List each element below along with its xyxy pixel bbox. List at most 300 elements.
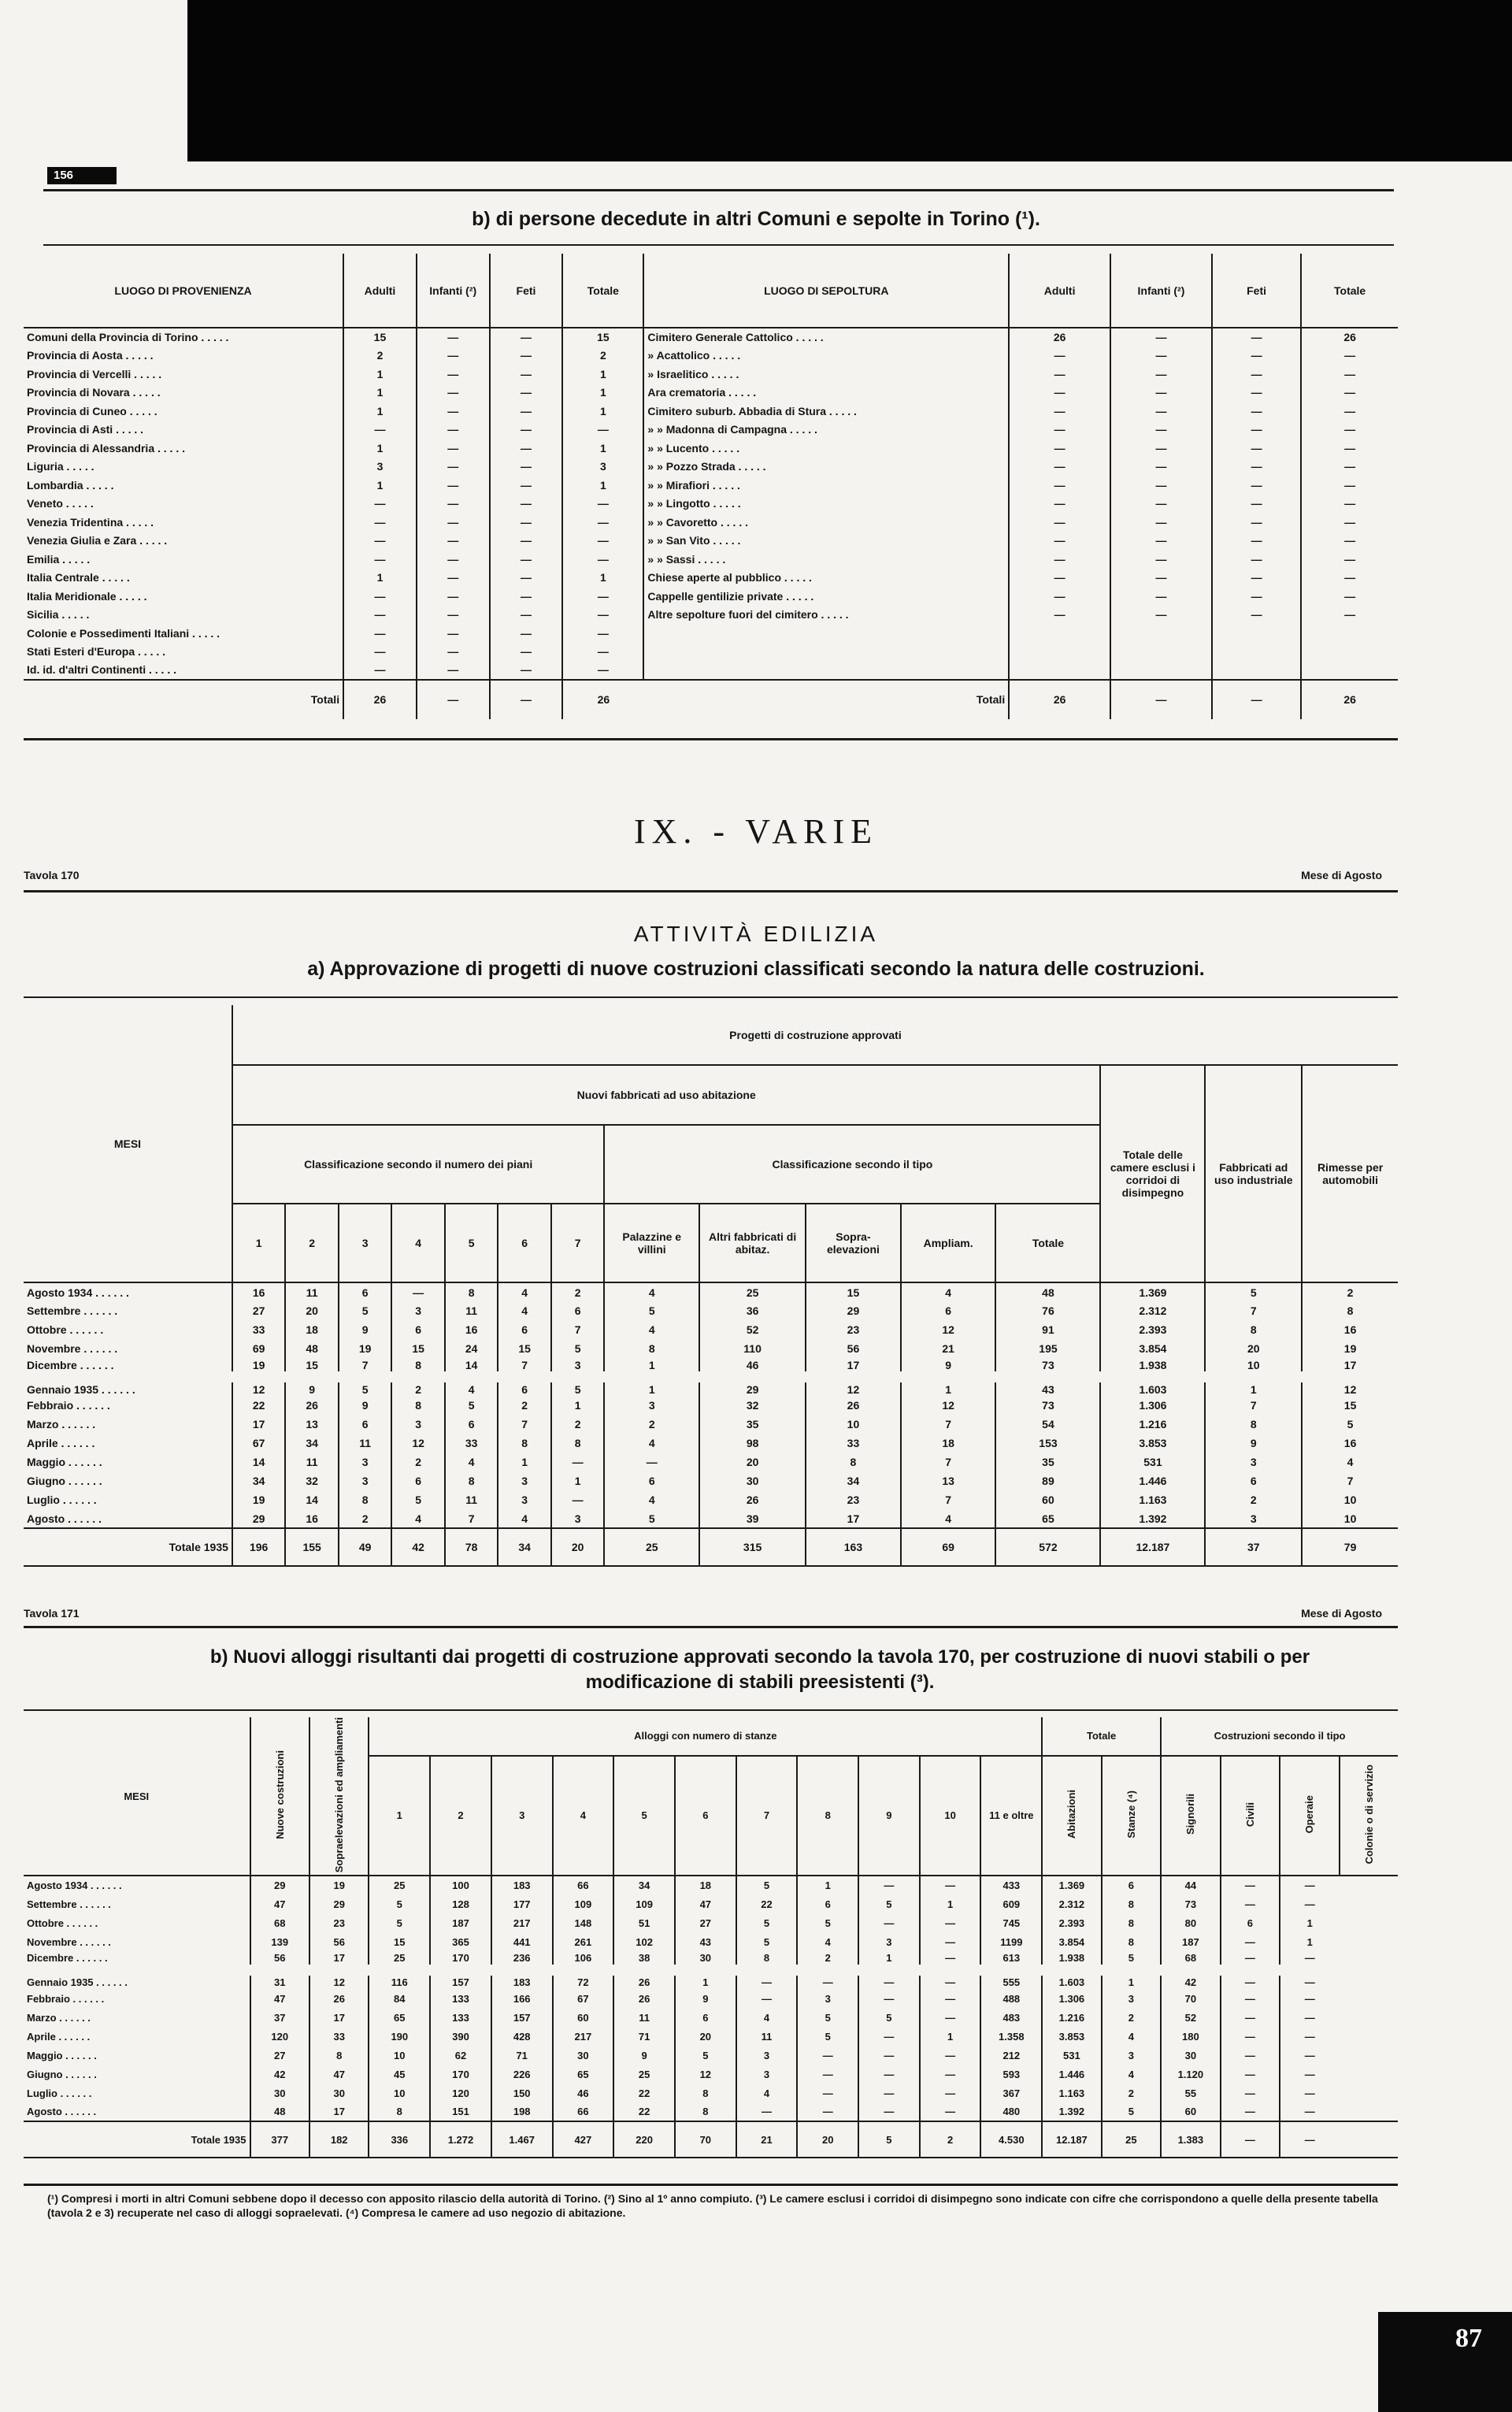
cell: 12 bbox=[806, 1377, 901, 1396]
total-cell: 37 bbox=[1205, 1528, 1302, 1566]
cell: 5 bbox=[369, 1894, 430, 1913]
origin-label: Provincia di Alessandria . . . . . bbox=[27, 441, 185, 455]
cell: — bbox=[736, 1970, 798, 1989]
cell: 3 bbox=[1102, 2046, 1161, 2065]
cell: 26 bbox=[806, 1396, 901, 1415]
cell: 12 bbox=[1302, 1377, 1398, 1396]
cell: — bbox=[1301, 384, 1398, 403]
cell: 15 bbox=[369, 1932, 430, 1951]
footnotes bbox=[47, 2191, 1386, 2220]
cell: 177 bbox=[491, 1894, 553, 1913]
cell: 1 bbox=[1102, 1970, 1161, 1989]
cell: — bbox=[343, 513, 417, 532]
cell: 55 bbox=[1161, 2084, 1220, 2102]
cell: 34 bbox=[613, 1876, 675, 1894]
table-row bbox=[24, 1490, 1398, 1509]
cell: — bbox=[551, 1490, 605, 1509]
cell: 3.854 bbox=[1042, 1932, 1101, 1951]
cell: 7 bbox=[498, 1415, 551, 1434]
total-cell: 26 bbox=[562, 680, 643, 719]
cell: 19 bbox=[1302, 1339, 1398, 1358]
cell: 8 bbox=[675, 2084, 736, 2102]
cell: 109 bbox=[613, 1894, 675, 1913]
cell: 157 bbox=[430, 1970, 491, 1989]
table-row bbox=[24, 550, 1398, 569]
cell: 3 bbox=[1205, 1509, 1302, 1528]
col-operaie: Operaie bbox=[1303, 1795, 1316, 1834]
cell: 428 bbox=[491, 2027, 553, 2046]
cell: — bbox=[1280, 1989, 1339, 2008]
cell: — bbox=[417, 606, 490, 625]
cell: 6 bbox=[1221, 1913, 1280, 1932]
cell: — bbox=[1212, 532, 1301, 551]
cell: 1.446 bbox=[1042, 2065, 1101, 2084]
col-tipo: Ampliam. bbox=[901, 1204, 996, 1282]
cell: 15 bbox=[562, 328, 643, 347]
col-tipo: Altri fabbricati di abitaz. bbox=[699, 1204, 806, 1282]
tavola-170-label: Tavola 170 bbox=[24, 869, 80, 881]
cell: 48 bbox=[285, 1339, 339, 1358]
cell: — bbox=[1301, 365, 1398, 384]
cell: 433 bbox=[980, 1876, 1042, 1894]
cell: 102 bbox=[613, 1932, 675, 1951]
month-label: Dicembre . . . . . . bbox=[27, 1358, 114, 1371]
cell: 531 bbox=[1042, 2046, 1101, 2065]
cell: — bbox=[1212, 476, 1301, 495]
cell: 16 bbox=[1302, 1320, 1398, 1339]
cell: — bbox=[490, 365, 563, 384]
total-cell: 26 bbox=[1009, 680, 1110, 719]
page-number-badge bbox=[1378, 2312, 1512, 2412]
cell: — bbox=[343, 643, 417, 662]
cell: 1 bbox=[562, 365, 643, 384]
cell: 24 bbox=[445, 1339, 498, 1358]
cell: 29 bbox=[699, 1377, 806, 1396]
total-cell: 1.383 bbox=[1161, 2121, 1220, 2158]
cell: — bbox=[1212, 569, 1301, 588]
cell: 5 bbox=[391, 1490, 445, 1509]
col-stanze: 5 bbox=[613, 1756, 675, 1876]
total-cell: 572 bbox=[995, 1528, 1100, 1566]
col-adulti: Adulti bbox=[1009, 254, 1110, 328]
total-cell: 20 bbox=[797, 2121, 858, 2158]
cell: — bbox=[490, 606, 563, 625]
table-row bbox=[24, 495, 1398, 514]
page-number-top: 156 bbox=[47, 167, 117, 184]
cell: 26 bbox=[1301, 328, 1398, 347]
cell: 4 bbox=[498, 1301, 551, 1320]
cell: — bbox=[417, 439, 490, 458]
cell: 3 bbox=[339, 1453, 392, 1471]
cell: — bbox=[1301, 476, 1398, 495]
table-row bbox=[24, 439, 1398, 458]
cell: 6 bbox=[339, 1415, 392, 1434]
col-stanze: 4 bbox=[553, 1756, 614, 1876]
col-nuove-costruzioni: Nuove costruzioni bbox=[273, 1750, 286, 1839]
burial-label: » » Cavoretto . . . . . bbox=[643, 513, 1009, 532]
cell: 7 bbox=[1205, 1301, 1302, 1320]
cell: 183 bbox=[491, 1970, 553, 1989]
totals-row bbox=[24, 2121, 1398, 2158]
col-tipo: Sopra-elevazioni bbox=[806, 1204, 901, 1282]
cell: 4 bbox=[604, 1434, 699, 1453]
cell: — bbox=[1110, 365, 1212, 384]
cell: 9 bbox=[285, 1377, 339, 1396]
cell: — bbox=[417, 550, 490, 569]
cell: 68 bbox=[1161, 1951, 1220, 1970]
table-row bbox=[24, 2008, 1398, 2027]
cell: — bbox=[1009, 513, 1110, 532]
cell: 5 bbox=[369, 1913, 430, 1932]
cell: — bbox=[1301, 439, 1398, 458]
month-label: Agosto . . . . . . bbox=[27, 1512, 102, 1525]
col-fabbricati-industriali: Fabbricati ad uso industriale bbox=[1205, 1065, 1302, 1282]
cell: 1.446 bbox=[1100, 1471, 1205, 1490]
cell: 110 bbox=[699, 1339, 806, 1358]
cell: 4 bbox=[604, 1490, 699, 1509]
cell: — bbox=[490, 587, 563, 606]
cell: 17 bbox=[309, 2102, 369, 2121]
cell: 4 bbox=[1302, 1453, 1398, 1471]
col-burial: LUOGO DI SEPOLTURA bbox=[643, 254, 1009, 328]
footnote: (¹) Compresi i morti in altri Comuni sebbene dopo il decesso con apposito rilascio della autorità di Torino. bbox=[47, 2192, 604, 2205]
cell: 20 bbox=[699, 1453, 806, 1471]
cell: 48 bbox=[995, 1282, 1100, 1301]
cell: 65 bbox=[553, 2065, 614, 2084]
total-cell: 79 bbox=[1302, 1528, 1398, 1566]
cell: 37 bbox=[250, 2008, 309, 2027]
cell: 8 bbox=[736, 1951, 798, 1970]
total-cell: 1.467 bbox=[491, 2121, 553, 2158]
cell: 2 bbox=[562, 347, 643, 366]
header-totale: Totale bbox=[1042, 1717, 1161, 1756]
cell: — bbox=[1110, 550, 1212, 569]
cell: — bbox=[1221, 1894, 1280, 1913]
cell: 613 bbox=[980, 1951, 1042, 1970]
cell: 4 bbox=[1102, 2065, 1161, 2084]
cell: 745 bbox=[980, 1913, 1042, 1932]
cell: 5 bbox=[1205, 1282, 1302, 1301]
cell: 1 bbox=[920, 1894, 981, 1913]
cell: — bbox=[562, 532, 643, 551]
col-stanze: 3 bbox=[491, 1756, 553, 1876]
table-row bbox=[24, 476, 1398, 495]
cell: — bbox=[1221, 2046, 1280, 2065]
origin-label: Italia Meridionale . . . . . bbox=[27, 589, 147, 603]
burial-label bbox=[643, 643, 1009, 662]
cell: 6 bbox=[498, 1320, 551, 1339]
table-row bbox=[24, 384, 1398, 403]
cell: 29 bbox=[232, 1509, 286, 1528]
cell: 62 bbox=[430, 2046, 491, 2065]
cell: 2.393 bbox=[1100, 1320, 1205, 1339]
origin-label: Comuni della Provincia di Torino . . . . . bbox=[27, 331, 229, 344]
cell: — bbox=[417, 365, 490, 384]
cell: — bbox=[1280, 2102, 1339, 2121]
month-label: Marzo . . . . . . bbox=[27, 1418, 96, 1431]
cell: 2 bbox=[797, 1951, 858, 1970]
cell: 3 bbox=[1102, 1989, 1161, 2008]
cell: 4 bbox=[736, 2008, 798, 2027]
total-cell: 1.272 bbox=[430, 2121, 491, 2158]
table-row bbox=[24, 1932, 1398, 1951]
origin-label: Id. id. d'altri Continenti . . . . . bbox=[27, 663, 176, 677]
cell: 19 bbox=[232, 1490, 286, 1509]
tavola-171-label: Tavola 171 bbox=[24, 1607, 80, 1620]
cell: 5 bbox=[339, 1377, 392, 1396]
origin-label: Provincia di Cuneo . . . . . bbox=[27, 404, 158, 417]
cell: 1 bbox=[1205, 1377, 1302, 1396]
col-totale: Totale bbox=[1301, 254, 1398, 328]
cell: 150 bbox=[491, 2084, 553, 2102]
cell: 2 bbox=[498, 1396, 551, 1415]
cell bbox=[1212, 643, 1301, 662]
cell: 12 bbox=[675, 2065, 736, 2084]
table-row bbox=[24, 1301, 1398, 1320]
col-feti: Feti bbox=[490, 254, 563, 328]
cell: 14 bbox=[445, 1358, 498, 1377]
cell: 5 bbox=[675, 2046, 736, 2065]
cell: 8 bbox=[1102, 1913, 1161, 1932]
cell: — bbox=[1110, 402, 1212, 421]
cell: — bbox=[1221, 1970, 1280, 1989]
cell: 33 bbox=[806, 1434, 901, 1453]
cell: 17 bbox=[232, 1415, 286, 1434]
cell: — bbox=[417, 384, 490, 403]
cell: 1 bbox=[675, 1970, 736, 1989]
cell: 47 bbox=[675, 1894, 736, 1913]
col-piani: 3 bbox=[339, 1204, 392, 1282]
cell: 18 bbox=[675, 1876, 736, 1894]
cell: 2 bbox=[1302, 1282, 1398, 1301]
cell: 7 bbox=[551, 1320, 605, 1339]
cell: 60 bbox=[995, 1490, 1100, 1509]
col-stanze: 1 bbox=[369, 1756, 430, 1876]
cell: 16 bbox=[1302, 1434, 1398, 1453]
cell: — bbox=[562, 661, 643, 680]
cell: 212 bbox=[980, 2046, 1042, 2065]
rule bbox=[43, 189, 1394, 191]
col-infanti: Infanti (²) bbox=[1110, 254, 1212, 328]
cell: — bbox=[1110, 347, 1212, 366]
rule bbox=[24, 1626, 1398, 1628]
cell: 29 bbox=[309, 1894, 369, 1913]
origin-label: Venezia Giulia e Zara . . . . . bbox=[27, 534, 168, 547]
col-stanze: 8 bbox=[797, 1756, 858, 1876]
cell: 2 bbox=[339, 1509, 392, 1528]
cell: 3 bbox=[736, 2046, 798, 2065]
cell: 5 bbox=[797, 2008, 858, 2027]
cell: 67 bbox=[553, 1989, 614, 2008]
cell: — bbox=[1301, 347, 1398, 366]
cell: 26 bbox=[613, 1989, 675, 2008]
cell: 36 bbox=[699, 1301, 806, 1320]
cell: — bbox=[490, 439, 563, 458]
cell: — bbox=[1212, 384, 1301, 403]
total-cell: 34 bbox=[498, 1528, 551, 1566]
cell: 1.306 bbox=[1042, 1989, 1101, 2008]
cell: 106 bbox=[553, 1951, 614, 1970]
cell: — bbox=[797, 1970, 858, 1989]
cell: — bbox=[920, 1989, 981, 2008]
table-row bbox=[24, 1320, 1398, 1339]
heading-attivita-edilizia: ATTIVITÀ EDILIZIA bbox=[633, 922, 879, 946]
cell: 441 bbox=[491, 1932, 553, 1951]
cell: — bbox=[417, 495, 490, 514]
cell: 34 bbox=[285, 1434, 339, 1453]
header-alloggi: Alloggi con numero di stanze bbox=[369, 1717, 1042, 1756]
cell: 5 bbox=[1302, 1415, 1398, 1434]
cell: 29 bbox=[806, 1301, 901, 1320]
rule bbox=[43, 244, 1394, 246]
cell: — bbox=[1221, 2065, 1280, 2084]
total-cell: 4.530 bbox=[980, 2121, 1042, 2158]
cell: 11 bbox=[445, 1490, 498, 1509]
cell: — bbox=[858, 1970, 920, 1989]
cell: 38 bbox=[613, 1951, 675, 1970]
total-cell: 377 bbox=[250, 2121, 309, 2158]
cell: 2 bbox=[1102, 2008, 1161, 2027]
cell: 1.306 bbox=[1100, 1396, 1205, 1415]
total-cell: 25 bbox=[604, 1528, 699, 1566]
cell: 2.393 bbox=[1042, 1913, 1101, 1932]
total-cell: 42 bbox=[391, 1528, 445, 1566]
cell: 12 bbox=[232, 1377, 286, 1396]
cell: 4 bbox=[498, 1509, 551, 1528]
cell: 1.358 bbox=[980, 2027, 1042, 2046]
origin-label: Italia Centrale . . . . . bbox=[27, 571, 130, 584]
cell: — bbox=[490, 476, 563, 495]
total-cell: 26 bbox=[343, 680, 417, 719]
cell: 23 bbox=[806, 1320, 901, 1339]
table-row bbox=[24, 347, 1398, 366]
cell: — bbox=[417, 402, 490, 421]
col-civili-header bbox=[1221, 1756, 1280, 1876]
cell: 8 bbox=[1102, 1932, 1161, 1951]
total-cell: — bbox=[1212, 680, 1301, 719]
cell: 54 bbox=[995, 1415, 1100, 1434]
cell: — bbox=[343, 495, 417, 514]
cell: — bbox=[1212, 328, 1301, 347]
cell: 8 bbox=[1102, 1894, 1161, 1913]
cell: — bbox=[1212, 347, 1301, 366]
cell: 5 bbox=[1102, 2102, 1161, 2121]
cell: — bbox=[920, 1876, 981, 1894]
cell: — bbox=[920, 2102, 981, 2121]
cell: 22 bbox=[613, 2084, 675, 2102]
cell: 25 bbox=[369, 1951, 430, 1970]
total-cell: 49 bbox=[339, 1528, 392, 1566]
cell: 46 bbox=[553, 2084, 614, 2102]
cell: 26 bbox=[309, 1989, 369, 2008]
cell: 15 bbox=[1302, 1396, 1398, 1415]
cell: 20 bbox=[285, 1301, 339, 1320]
cell: — bbox=[417, 513, 490, 532]
cell: — bbox=[858, 2065, 920, 2084]
table-row bbox=[24, 1970, 1398, 1989]
totals-label: Totale 1935 bbox=[191, 2133, 246, 2146]
cell: 10 bbox=[806, 1415, 901, 1434]
cell: 9 bbox=[613, 2046, 675, 2065]
cell: — bbox=[417, 328, 490, 347]
totals-label: Totali bbox=[310, 693, 340, 706]
cell: 6 bbox=[1205, 1471, 1302, 1490]
cell: — bbox=[1301, 402, 1398, 421]
cell: — bbox=[1009, 569, 1110, 588]
cell: 7 bbox=[498, 1358, 551, 1377]
cell: 22 bbox=[232, 1396, 286, 1415]
cell: 1.938 bbox=[1100, 1358, 1205, 1377]
cell: 5 bbox=[1102, 1951, 1161, 1970]
cell: 166 bbox=[491, 1989, 553, 2008]
cell: — bbox=[736, 1989, 798, 2008]
cell: 1 bbox=[498, 1453, 551, 1471]
cell: 8 bbox=[806, 1453, 901, 1471]
cell: 30 bbox=[699, 1471, 806, 1490]
cell: 22 bbox=[736, 1894, 798, 1913]
cell: — bbox=[858, 2084, 920, 2102]
cell: 1 bbox=[1280, 1932, 1339, 1951]
cell: — bbox=[343, 421, 417, 440]
cell: 17 bbox=[806, 1358, 901, 1377]
table-171 bbox=[24, 1717, 1398, 2158]
cell bbox=[1301, 624, 1398, 643]
cell: — bbox=[1301, 587, 1398, 606]
cell: 3 bbox=[498, 1490, 551, 1509]
origin-label: Provincia di Vercelli . . . . . bbox=[27, 367, 162, 380]
cell: 367 bbox=[980, 2084, 1042, 2102]
cell: 67 bbox=[232, 1434, 286, 1453]
cell: — bbox=[562, 587, 643, 606]
cell: 1 bbox=[343, 476, 417, 495]
table-row bbox=[24, 1951, 1398, 1970]
cell: 133 bbox=[430, 1989, 491, 2008]
cell: 5 bbox=[736, 1876, 798, 1894]
cell: 11 bbox=[736, 2027, 798, 2046]
origin-label: Provincia di Novara . . . . . bbox=[27, 386, 161, 399]
cell: — bbox=[1212, 550, 1301, 569]
cell: 151 bbox=[430, 2102, 491, 2121]
cell: 1 bbox=[343, 439, 417, 458]
month-label: Aprile . . . . . . bbox=[27, 2030, 91, 2043]
cell: 3 bbox=[1205, 1453, 1302, 1471]
table-row bbox=[24, 328, 1398, 347]
cell: 3 bbox=[858, 1932, 920, 1951]
table-row bbox=[24, 2102, 1398, 2121]
cell: 3 bbox=[391, 1415, 445, 1434]
cell: — bbox=[1280, 2027, 1339, 2046]
cell bbox=[1009, 661, 1110, 680]
cell: — bbox=[920, 2008, 981, 2027]
cell: 531 bbox=[1100, 1453, 1205, 1471]
table-row bbox=[24, 587, 1398, 606]
cell: 26 bbox=[699, 1490, 806, 1509]
cell: — bbox=[797, 2065, 858, 2084]
cell: 11 bbox=[339, 1434, 392, 1453]
col-operaie-header bbox=[1280, 1756, 1339, 1876]
cell: — bbox=[1009, 421, 1110, 440]
month-label: Maggio . . . . . . bbox=[27, 2049, 97, 2061]
total-cell: 21 bbox=[736, 2121, 798, 2158]
cell: 593 bbox=[980, 2065, 1042, 2084]
cell: 480 bbox=[980, 2102, 1042, 2121]
cell: — bbox=[490, 421, 563, 440]
col-civili: Civili bbox=[1243, 1802, 1256, 1828]
total-cell: 163 bbox=[806, 1528, 901, 1566]
cell: 8 bbox=[604, 1339, 699, 1358]
cell: 555 bbox=[980, 1970, 1042, 1989]
cell: 76 bbox=[995, 1301, 1100, 1320]
